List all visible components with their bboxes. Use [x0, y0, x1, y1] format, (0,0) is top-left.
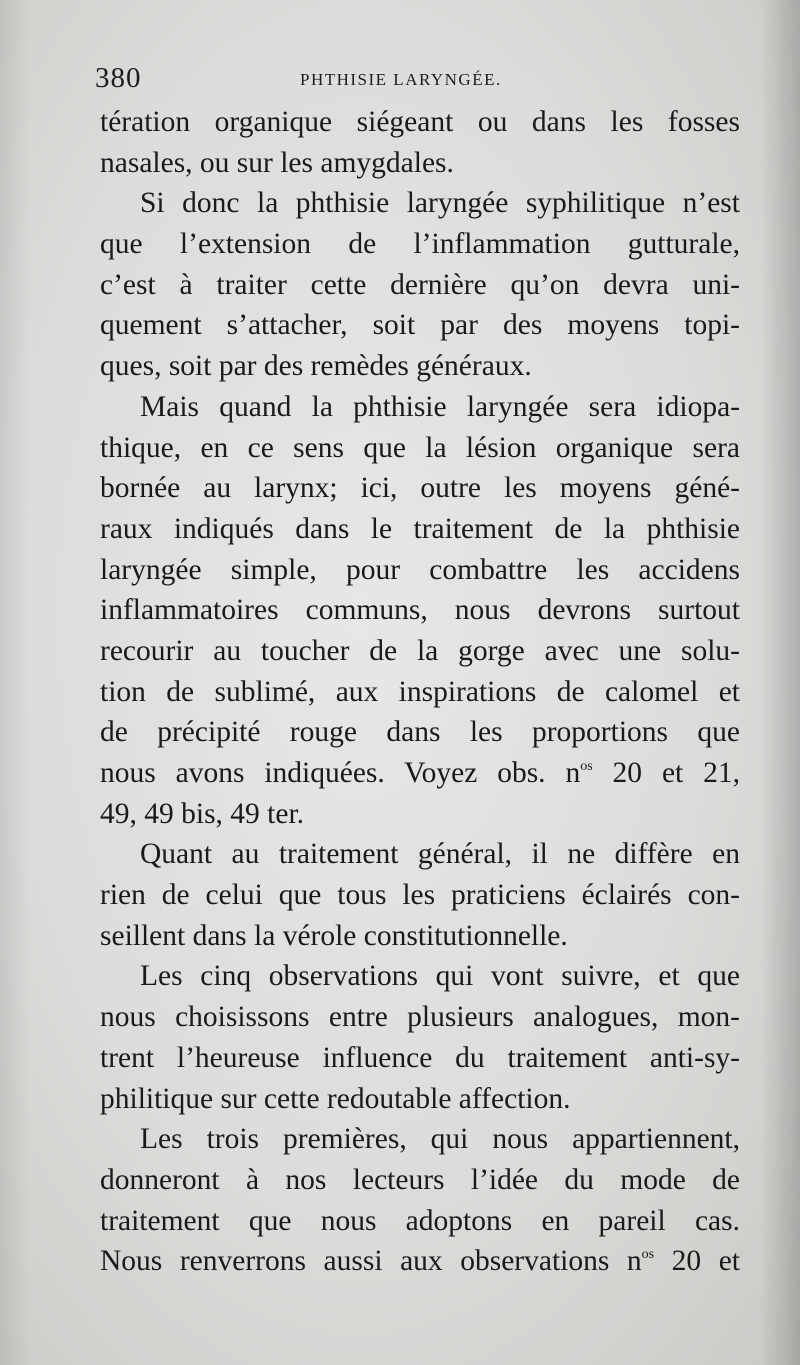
text-line: seillent dans la vérole constitutionnelle. — [100, 919, 568, 952]
text-line: tération organique siégeant ou dans les fosses — [100, 106, 740, 138]
text-line: trent l’heureuse influence du traitement anti-sy- — [100, 1041, 740, 1074]
text-line-with-superscript — [100, 753, 740, 794]
page-header — [95, 62, 735, 102]
text-line: laryngée simple, pour combattre les accidens — [100, 553, 740, 586]
text-fragment: Nous renverrons aussi aux observations n — [100, 1245, 642, 1278]
text-fragment: 20 et 21, — [592, 757, 740, 789]
text-line-with-superscript — [100, 1241, 740, 1282]
text-line: Mais quand la phthisie laryngée sera idiopa- — [140, 390, 740, 423]
text-line: thique, en ce sens que la lésion organique sera — [100, 431, 740, 464]
text-line: donneront à nos lecteurs l’idée du mode de — [100, 1163, 740, 1196]
text-line: tion de sublimé, aux inspirations de calomel et — [100, 675, 740, 708]
running-title: PHTHISIE LARYNGÉE. — [300, 70, 502, 89]
text-line: inflammatoires communs, nous devrons surtout — [100, 594, 740, 627]
text-line: c’est à traiter cette dernière qu’on devra uni- — [100, 268, 740, 301]
text-line: ques, soit par des remèdes généraux. — [100, 350, 532, 383]
text-fragment: 20 et — [654, 1245, 740, 1278]
text-line: Les cinq observations qui vont suivre, et que — [140, 960, 740, 993]
text-line: nasales, ou sur les amygdales. — [100, 146, 454, 179]
text-fragment: nous avons indiquées. Voyez obs. n — [100, 757, 581, 789]
page-edge-shadow — [760, 0, 800, 1365]
text-line: rien de celui que tous les praticiens éclairés con- — [100, 879, 740, 912]
superscript: os — [580, 759, 593, 774]
text-line: 49, 49 bis, 49 ter. — [100, 797, 305, 830]
body-text — [100, 102, 740, 1282]
text-line: traitement que nous adoptons en pareil cas. — [100, 1204, 740, 1237]
text-line: philitique sur cette redoutable affection. — [100, 1082, 571, 1115]
text-line: Les trois premières, qui nous appartiennent, — [140, 1123, 740, 1156]
text-line: recourir au toucher de la gorge avec une solu- — [100, 634, 740, 667]
text-line: Si donc la phthisie laryngée syphilitique n’est — [140, 187, 740, 220]
page-number: 380 — [95, 62, 142, 94]
page-gutter-shadow — [0, 0, 30, 1365]
text-line: nous choisissons entre plusieurs analogues, mon- — [100, 1001, 740, 1034]
text-line: quement s’attacher, soit par des moyens topi- — [100, 309, 740, 342]
text-line: que l’extension de l’inflammation gutturale, — [100, 228, 740, 261]
text-line: de précipité rouge dans les proportions que — [100, 716, 740, 749]
text-line: bornée au larynx; ici, outre les moyens géné- — [100, 472, 740, 505]
text-line: raux indiqués dans le traitement de la phthisie — [100, 512, 740, 545]
text-line: Quant au traitement général, il ne diffère en — [140, 838, 740, 871]
superscript: os — [641, 1247, 655, 1263]
